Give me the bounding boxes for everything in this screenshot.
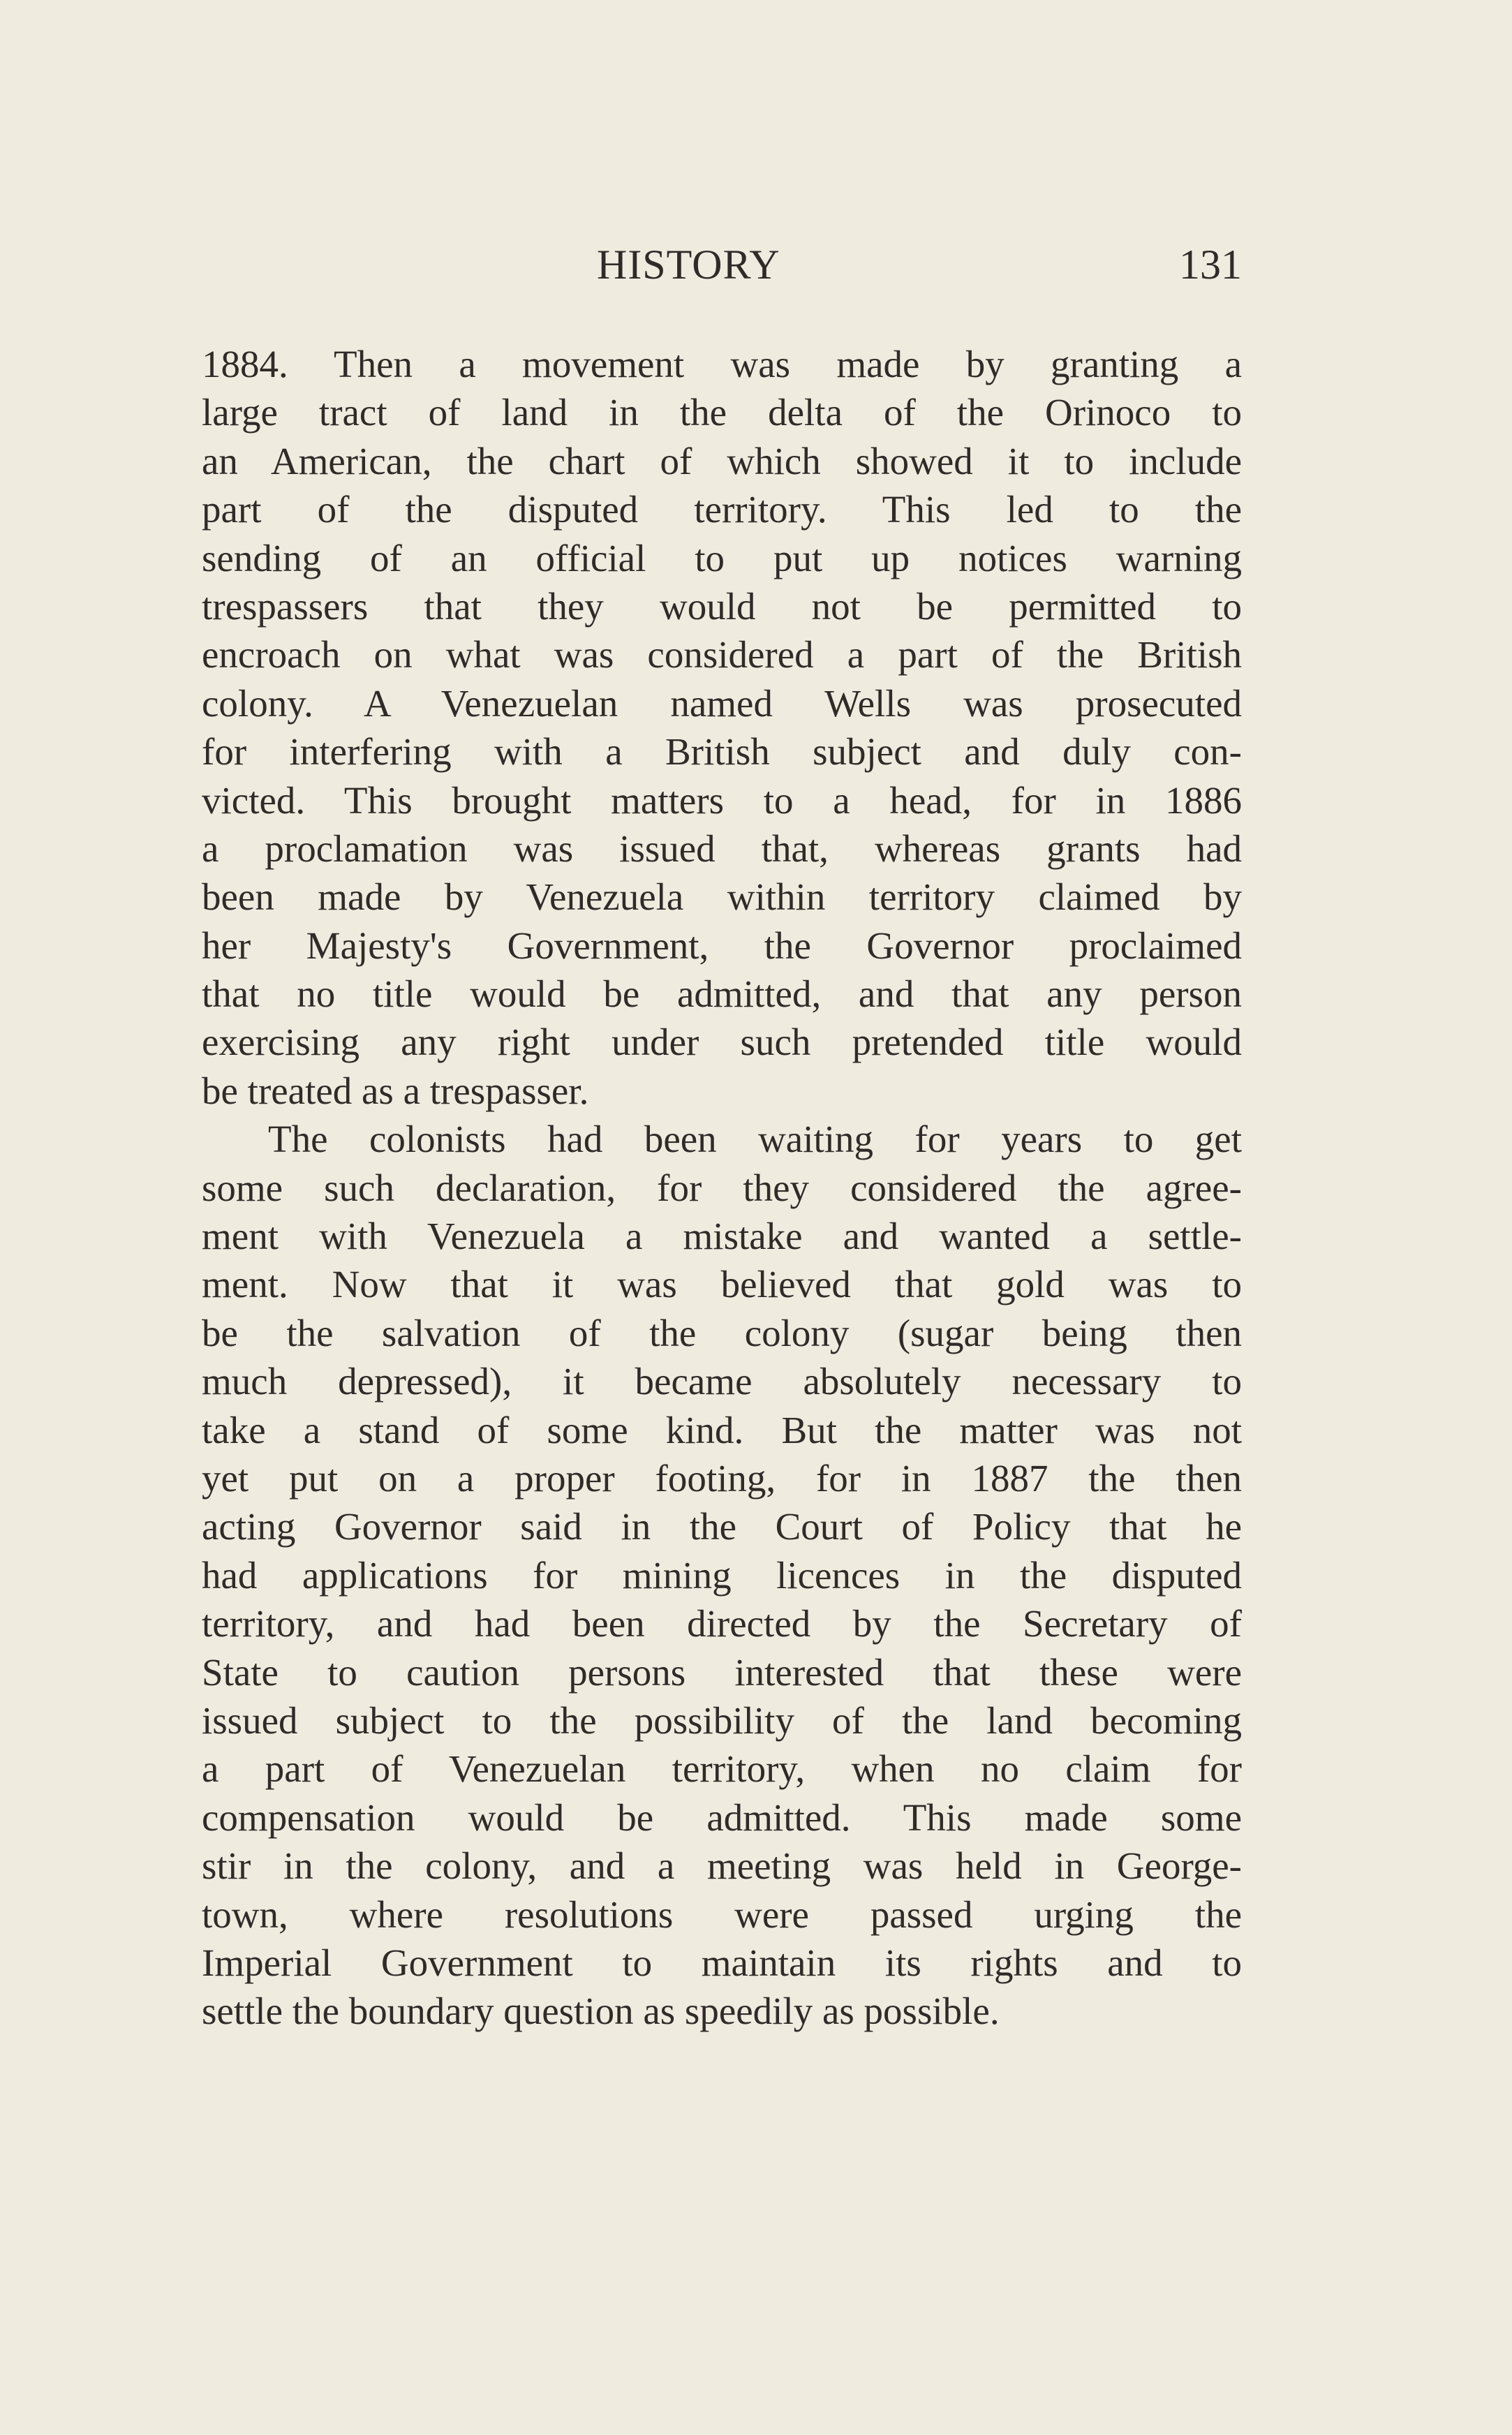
text-line: some such declaration, for they considered the agree- [202,1166,1242,1209]
text-line: stir in the colony, and a meeting was held in George- [202,1844,1242,1888]
text-line: town, where resolutions were passed urging the [202,1893,1242,1936]
text-line: acting Governor said in the Court of Policy that he [202,1505,1242,1548]
text-line: The colonists had been waiting for years to get [268,1118,1242,1161]
text-line: territory, and had been directed by the Secretary of [202,1602,1242,1645]
text-line: State to caution persons interested that these were [202,1650,1242,1694]
text-line: be the salvation of the colony (sugar being then [202,1311,1242,1354]
text-line: exercising any right under such pretended title would [202,1021,1242,1064]
text-line: a part of Venezuelan territory, when no claim for [202,1747,1242,1791]
text-line: ment. Now that it was believed that gold was to [202,1263,1242,1306]
text-line: had applications for mining licences in the disputed [202,1553,1242,1597]
text-line: a proclamation was issued that, whereas grants had [202,827,1242,870]
body-text [202,340,1242,2036]
text-line: Imperial Government to maintain its rights and to [202,1941,1242,1984]
text-line: colony. A Venezuelan named Wells was prosecuted [202,681,1242,725]
text-line: settle the boundary question as speedily as possible. [202,1990,1000,2033]
text-line: compensation would be admitted. This made some [202,1796,1242,1839]
text-line: encroach on what was considered a part of the British [202,633,1242,676]
text-line: her Majesty's Government, the Governor proclaimed [202,924,1242,967]
text-line: yet put on a proper footing, for in 1887 the then [202,1456,1242,1500]
text-line: issued subject to the possibility of the land becoming [202,1698,1242,1742]
text-line: an American, the chart of which showed it to include [202,439,1242,482]
page-number: 131 [1179,242,1242,288]
text-line: 1884. Then a movement was made by granting a [202,343,1242,385]
text-line: trespassers that they would not be permitted to [202,584,1242,628]
paragraph [202,1115,1242,2035]
text-line: victed. This brought matters to a head, for in 1886 [202,778,1242,822]
page-header [202,241,1242,304]
running-head: HISTORY [597,242,780,288]
text-line: large tract of land in the delta of the Orinoco to [202,391,1242,434]
text-line: ment with Venezuela a mistake and wanted a settle- [202,1215,1242,1258]
text-line: be treated as a trespasser. [202,1069,589,1112]
text-line: that no title would be admitted, and that any person [202,972,1242,1016]
paragraph [202,340,1242,1115]
text-line: take a stand of some kind. But the matter was not [202,1408,1242,1451]
text-line: much depressed), it became absolutely necessary to [202,1360,1242,1403]
text-line: for interfering with a British subject and duly con- [202,730,1242,774]
text-line: part of the disputed territory. This led to the [202,488,1242,531]
text-line: been made by Venezuela within territory claimed by [202,875,1242,919]
text-line: sending of an official to put up notices warning [202,536,1242,579]
